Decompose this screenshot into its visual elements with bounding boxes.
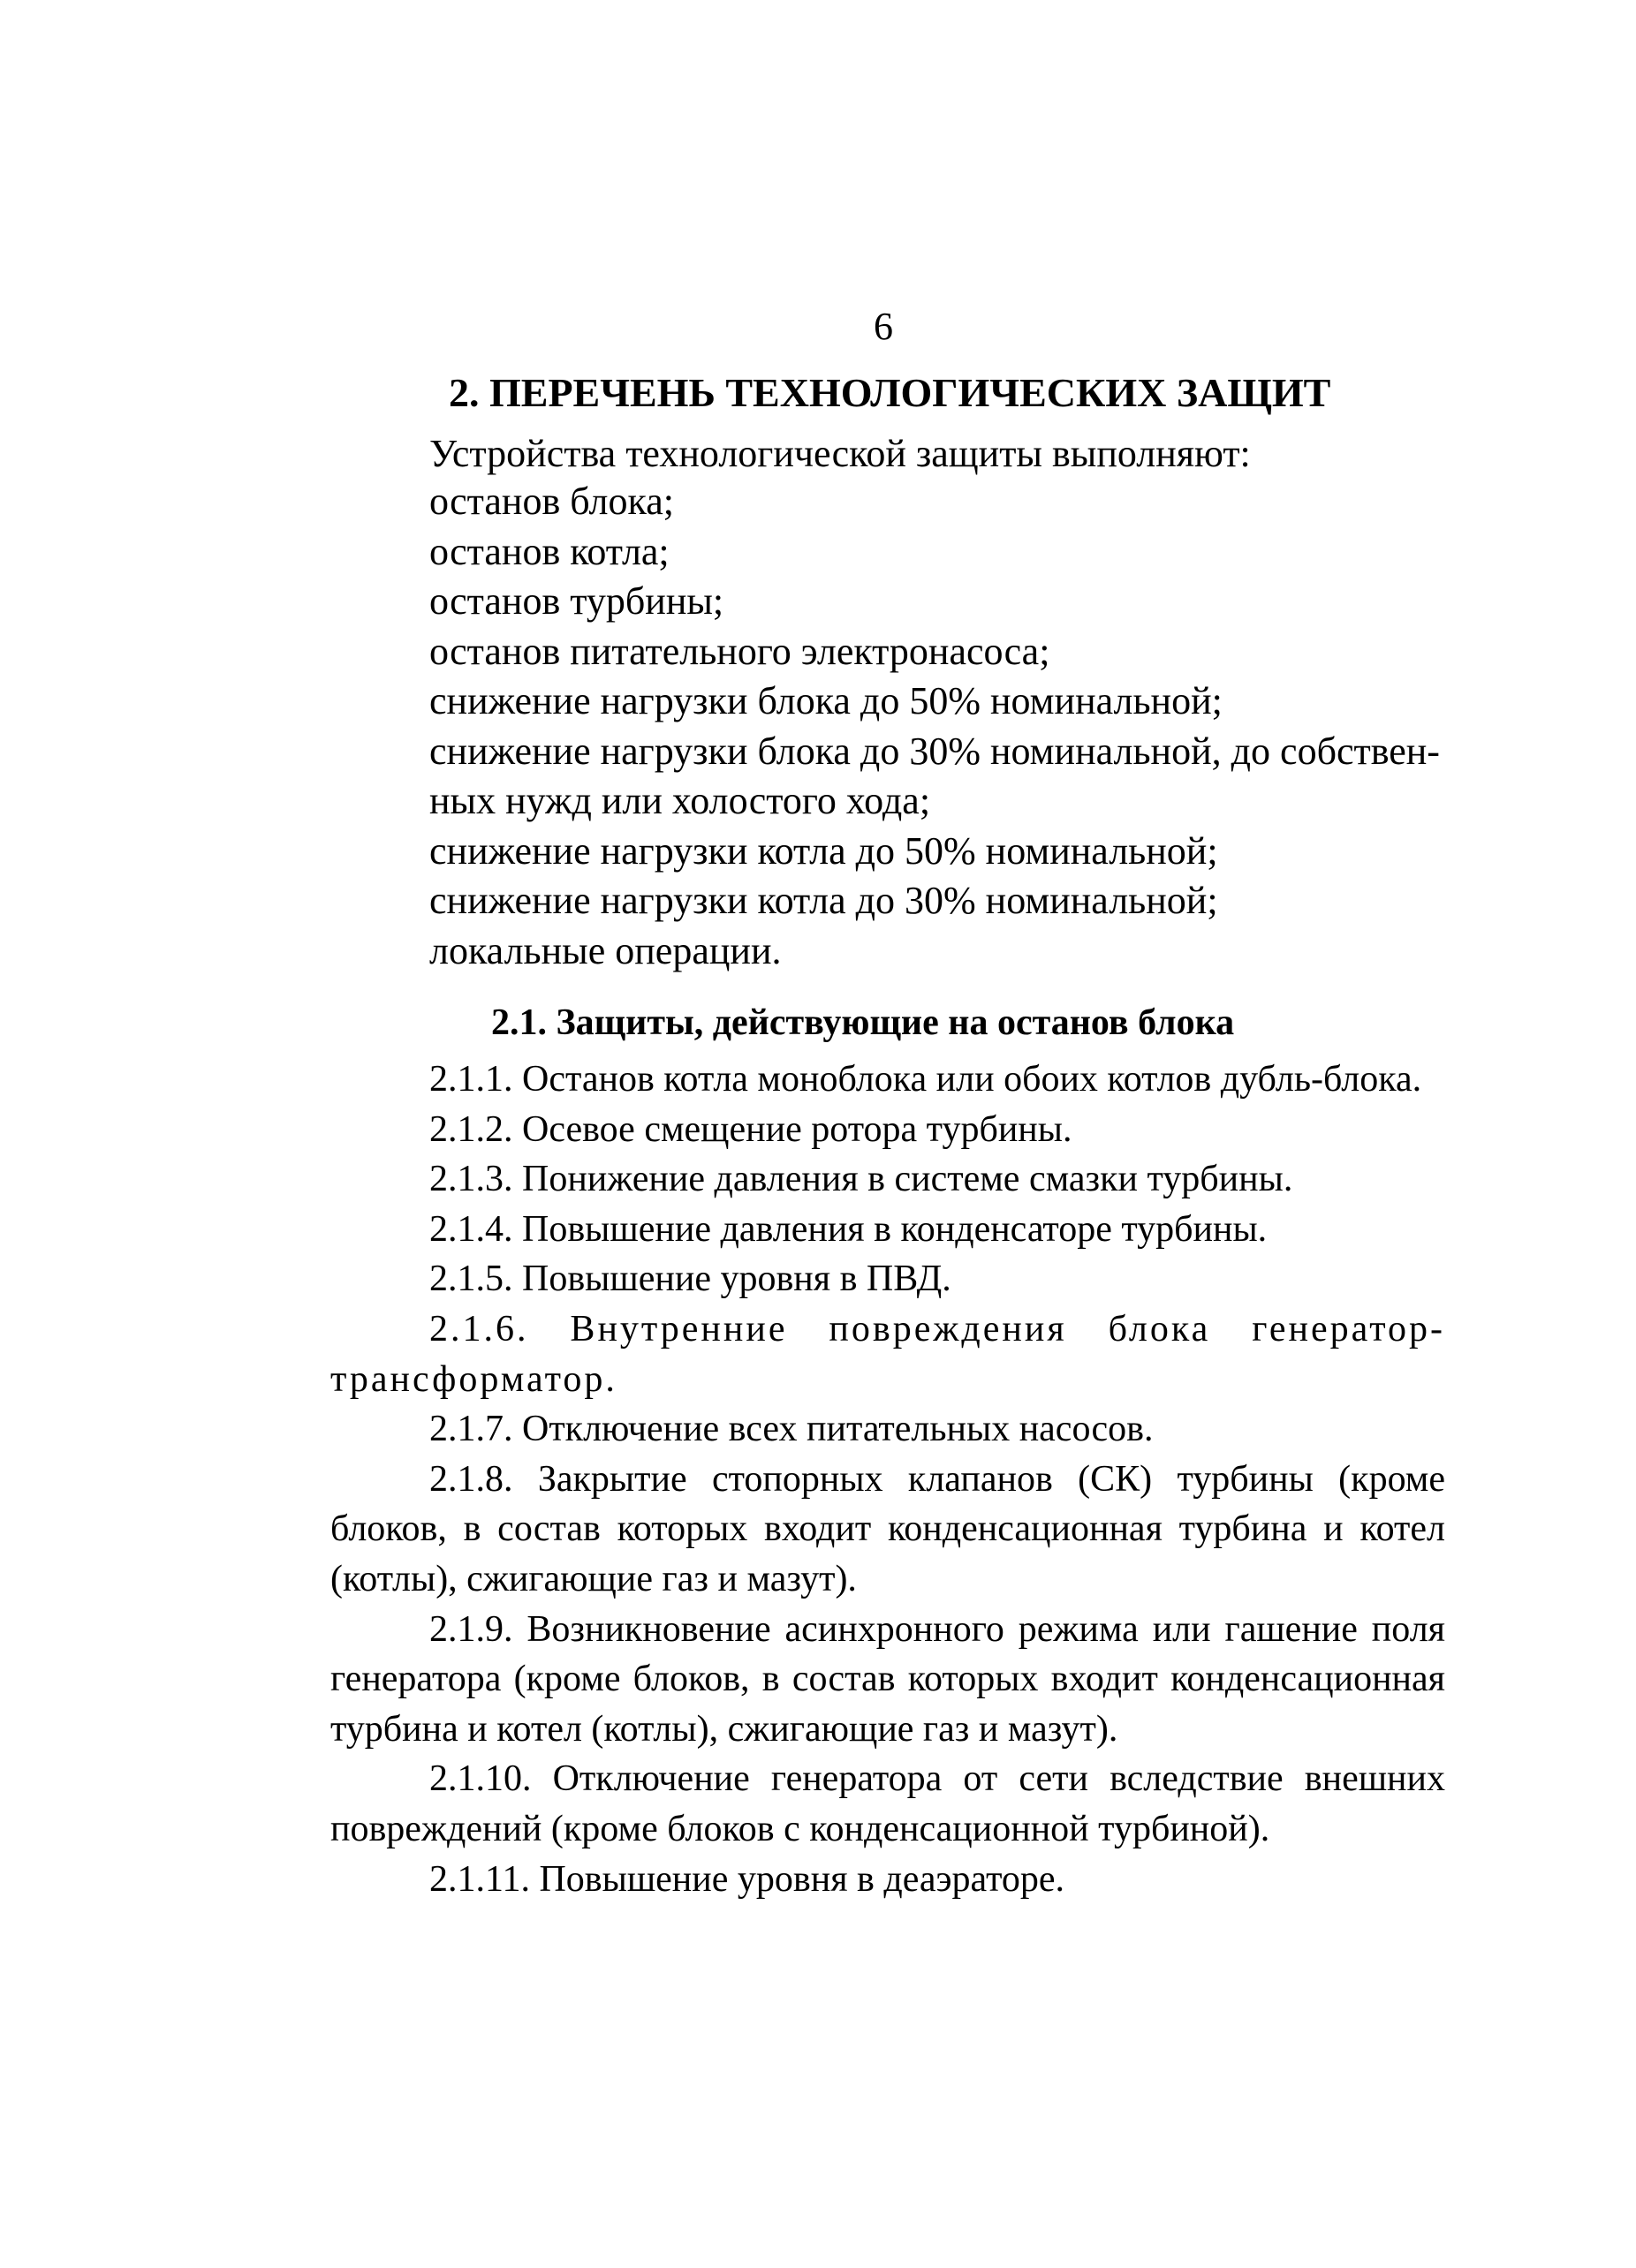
protection-item: 2.1.11. Повышение уровня в деаэраторе. [429,1858,1065,1900]
protection-items [330,1055,1445,1904]
intro-paragraph: Устройства технологической защиты выполняют: [429,432,1251,475]
protection-item: 2.1.9. Возникновение асинхронного режима или гашение поля генератора (кроме блоков, в состав которых входит конденсационная турбина и котел (котлы), сжигающие газ и мазут). [330,1608,1445,1750]
protection-item: 2.1.5. Повышение уровня в ПВД. [429,1259,951,1300]
protection-item: 2.1.7. Отключение всех питательных насосов. [429,1409,1154,1450]
protection-item: 2.1.1. Останов котла моноблока или обоих котлов дубль-блока. [429,1059,1422,1100]
action-item: снижение нагрузки блока до 50% номинальной; [429,679,1223,722]
protection-item: 2.1.4. Повышение давления в конденсаторе турбины. [429,1208,1268,1250]
action-item: останов турбины; [429,579,724,623]
action-item: снижение нагрузки котла до 30% номинальной; [429,879,1218,922]
protection-item: 2.1.10. Отключение генератора от сети вследствие внешних повреждений (кроме блоков с конденсационной турбиной). [330,1758,1445,1849]
protection-actions-list [429,477,1445,976]
action-item: останов питательного электронасоса; [429,629,1050,673]
protection-item: 2.1.2. Осевое смещение ротора турбины. [429,1108,1072,1150]
protection-item: 2.1.8. Закрытие стопорных клапанов (СК) турбины (кроме блоков, в состав которых входит конденсационная турбина и котел (котлы), сжигающие газ и мазут). [330,1458,1445,1599]
section-title: 2. ПЕРЕЧЕНЬ ТЕХНОЛОГИЧЕСКИХ ЗАЩИТ [449,370,1331,415]
action-item-continued: ных нужд или холостого хода; [429,779,931,822]
protection-item: 2.1.6. Внутренние повреждения блока генератор-трансформатор. [330,1308,1445,1400]
action-item: останов блока; [429,480,674,523]
action-item: локальные операции. [429,928,782,972]
action-item: останов котла; [429,529,670,573]
page-number: 6 [874,305,893,348]
action-item: снижение нагрузки котла до 50% номинальной; [429,828,1218,873]
subsection-title: 2.1. Защиты, действующие на останов блока [491,1002,1235,1043]
action-item: снижение нагрузки блока до 30% номинальной, до собствен- [429,729,1440,773]
protection-item: 2.1.3. Понижение давления в системе смазки турбины. [429,1159,1293,1200]
